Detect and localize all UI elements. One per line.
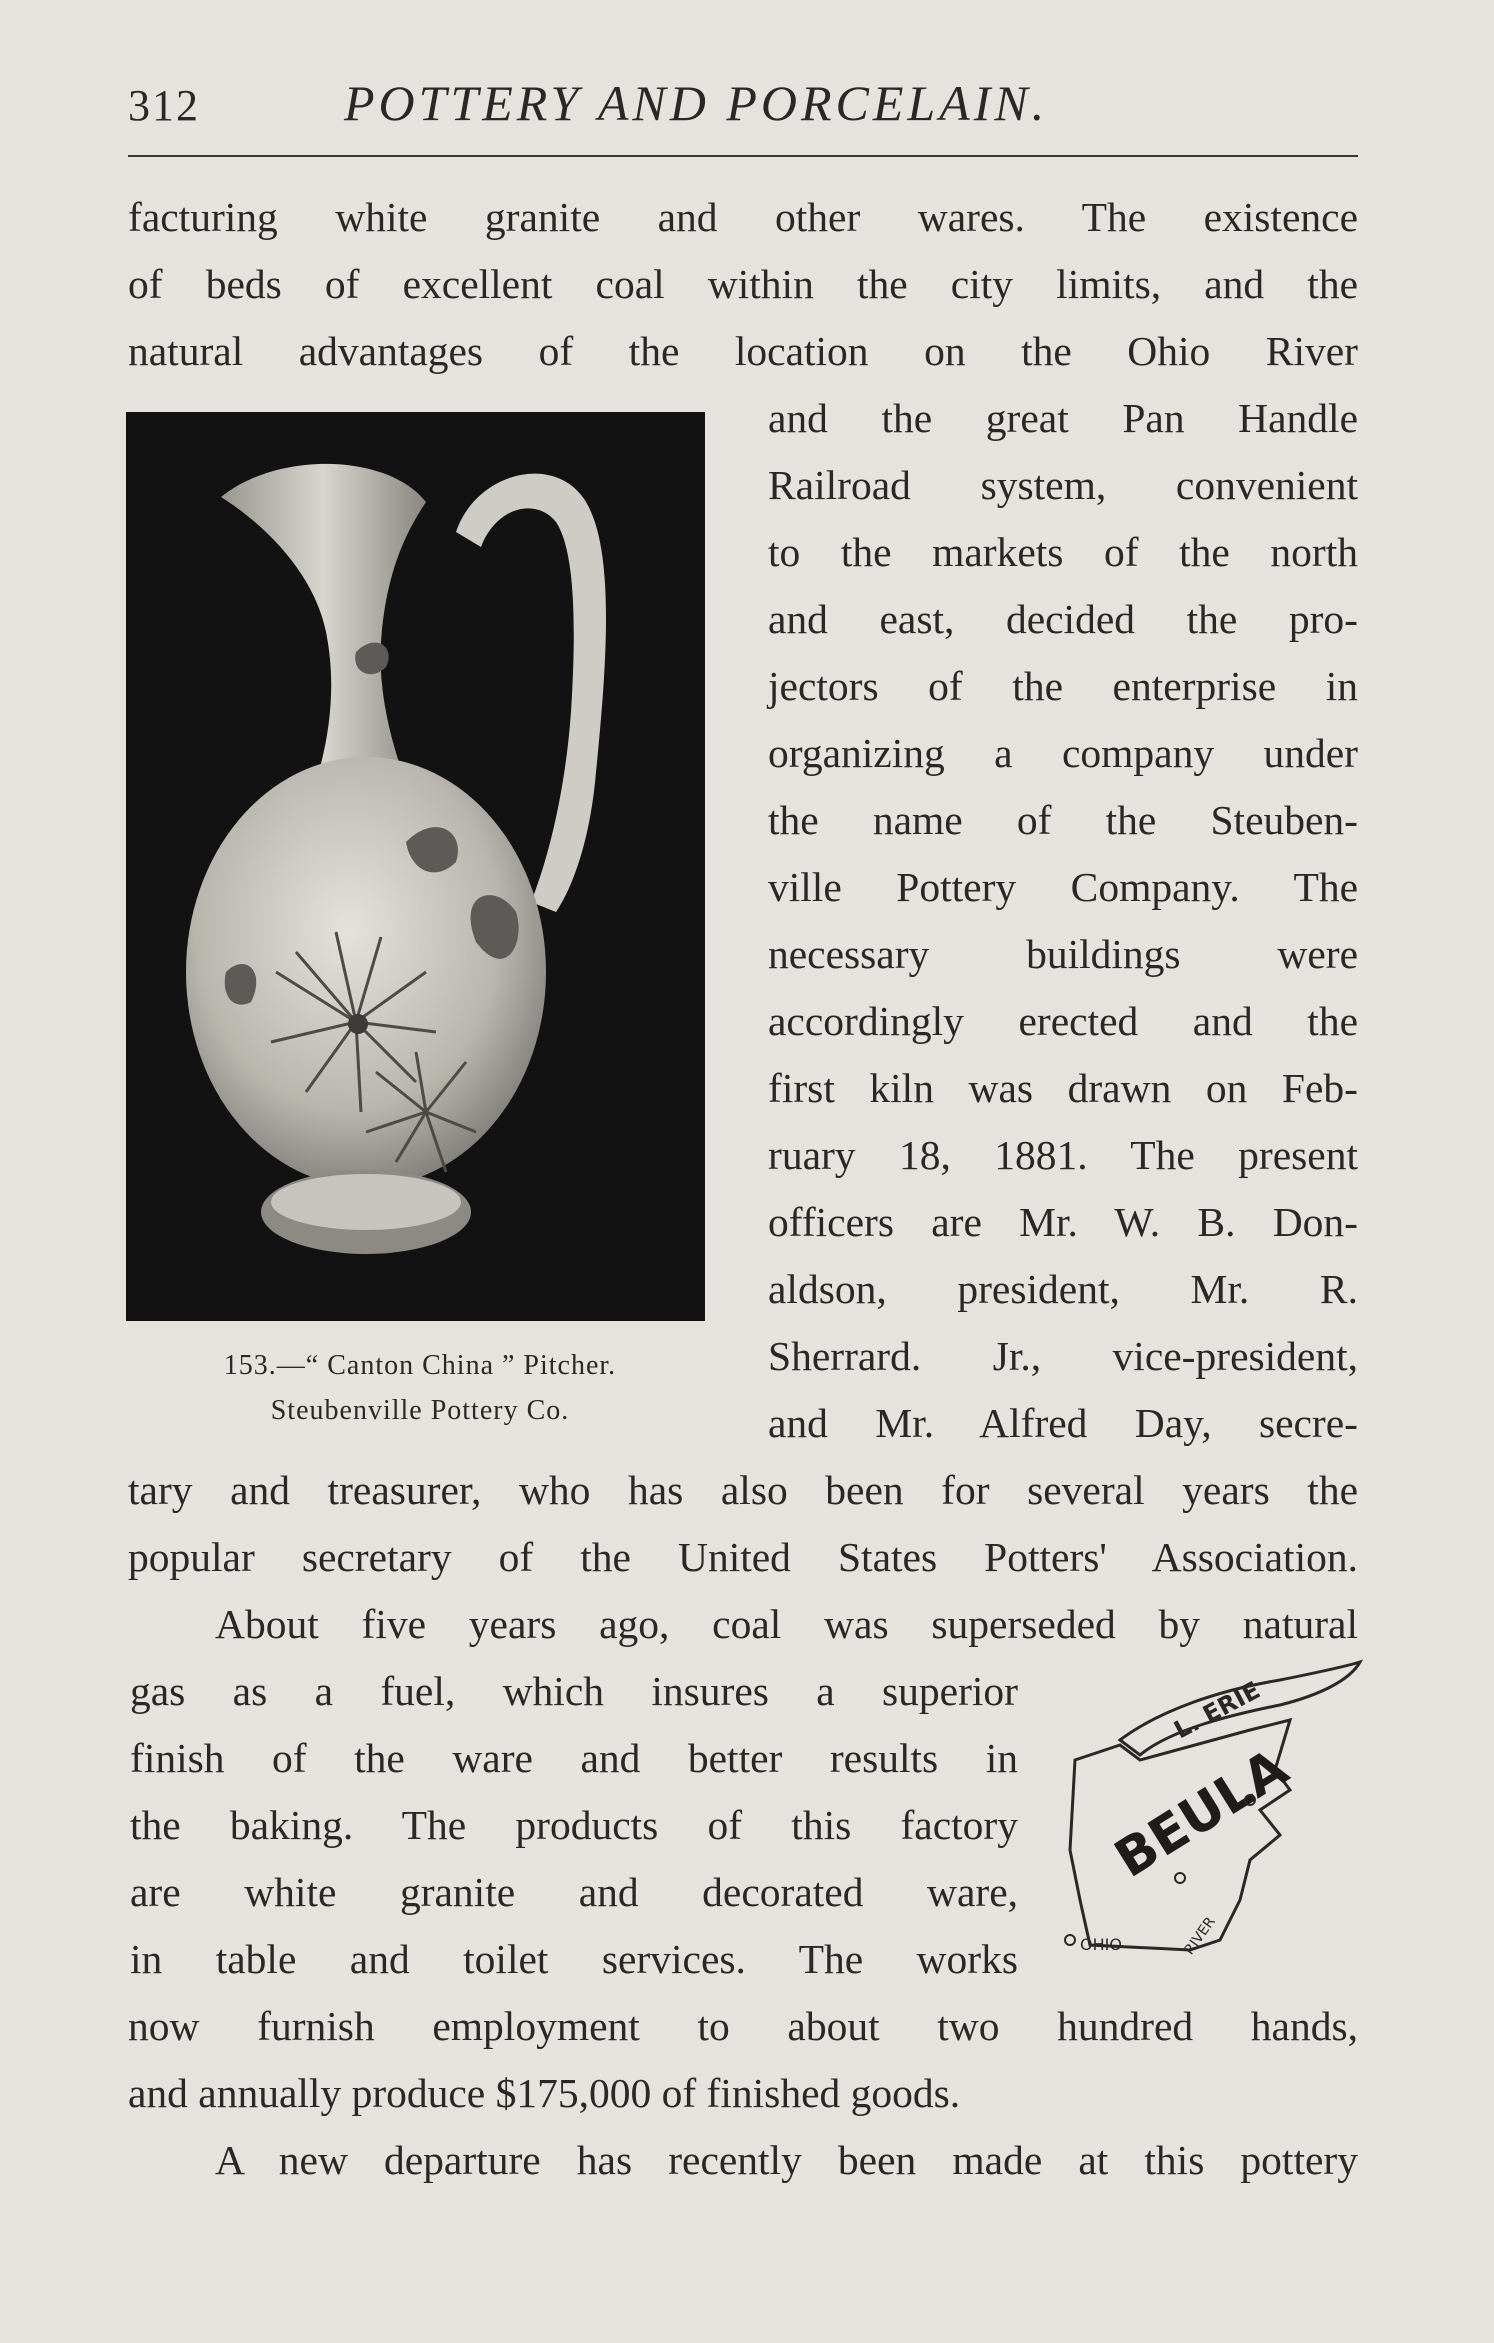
text-line: are white granite and decorated ware, (130, 1869, 1018, 1915)
ohio-label: OHIO (1080, 1935, 1122, 1954)
text-line: natural advantages of the location on the Ohio River (128, 328, 1358, 374)
text-line: finish of the ware and better results in (130, 1735, 1018, 1781)
text-line: and the great Pan Handle (768, 395, 1358, 441)
figure-caption: 153.—“ Canton China ” Pitcher. (223, 1350, 617, 1381)
text-line: About five years ago, coal was superseded by natural (215, 1601, 1358, 1647)
text-line: necessary buildings were (768, 931, 1358, 977)
text-line: jectors of the enterprise in (768, 663, 1358, 709)
river-label: RIVER (1181, 1914, 1219, 1958)
text-line: officers are Mr. W. B. Don- (768, 1199, 1358, 1245)
mark-name: BEULA (1104, 1737, 1299, 1890)
text-line: of beds of excellent coal within the city limits, and the (128, 261, 1358, 307)
text-line: A new departure has recently been made at this pottery (215, 2137, 1358, 2183)
page-number: 312 (128, 81, 200, 130)
header-rule (128, 155, 1358, 157)
text-line: gas as a fuel, which insures a superior (130, 1668, 1018, 1714)
running-head (128, 74, 1358, 144)
text-line: popular secretary of the United States Potters' Association. (128, 1534, 1358, 1580)
lake-label: L. ERIE (1169, 1675, 1265, 1745)
text-line: Sherrard. Jr., vice-president, (768, 1333, 1358, 1379)
text-line: ville Pottery Company. The (768, 864, 1358, 910)
figure-caption: Steubenville Pottery Co. (270, 1395, 570, 1426)
text-line: organizing a company under (768, 730, 1358, 776)
text-line: to the markets of the north (768, 529, 1358, 575)
text-line: now furnish employment to about two hundred hands, (128, 2003, 1358, 2049)
text-line: and Mr. Alfred Day, secre- (768, 1400, 1358, 1446)
running-title: POTTERY AND PORCELAIN. (344, 75, 1049, 131)
text-line: tary and treasurer, who has also been for several years the (128, 1467, 1358, 1513)
text-line: accordingly erected and the (768, 998, 1358, 1044)
text-line: and east, decided the pro- (768, 596, 1358, 642)
text-line: and annually produce $175,000 of finished goods. (128, 2070, 961, 2116)
text-line: the name of the Steuben- (768, 797, 1358, 843)
text-line: first kiln was drawn on Feb- (768, 1065, 1358, 1111)
beula-mark-illustration (1050, 1650, 1370, 1980)
pitcher-illustration (126, 412, 705, 1321)
text-line: the baking. The products of this factory (130, 1802, 1018, 1848)
text-line: ruary 18, 1881. The present (768, 1132, 1358, 1178)
text-line: facturing white granite and other wares. The existence (128, 194, 1358, 240)
text-line: aldson, president, Mr. R. (768, 1266, 1358, 1312)
text-line: Railroad system, convenient (768, 462, 1358, 508)
text-line: in table and toilet services. The works (130, 1936, 1018, 1982)
